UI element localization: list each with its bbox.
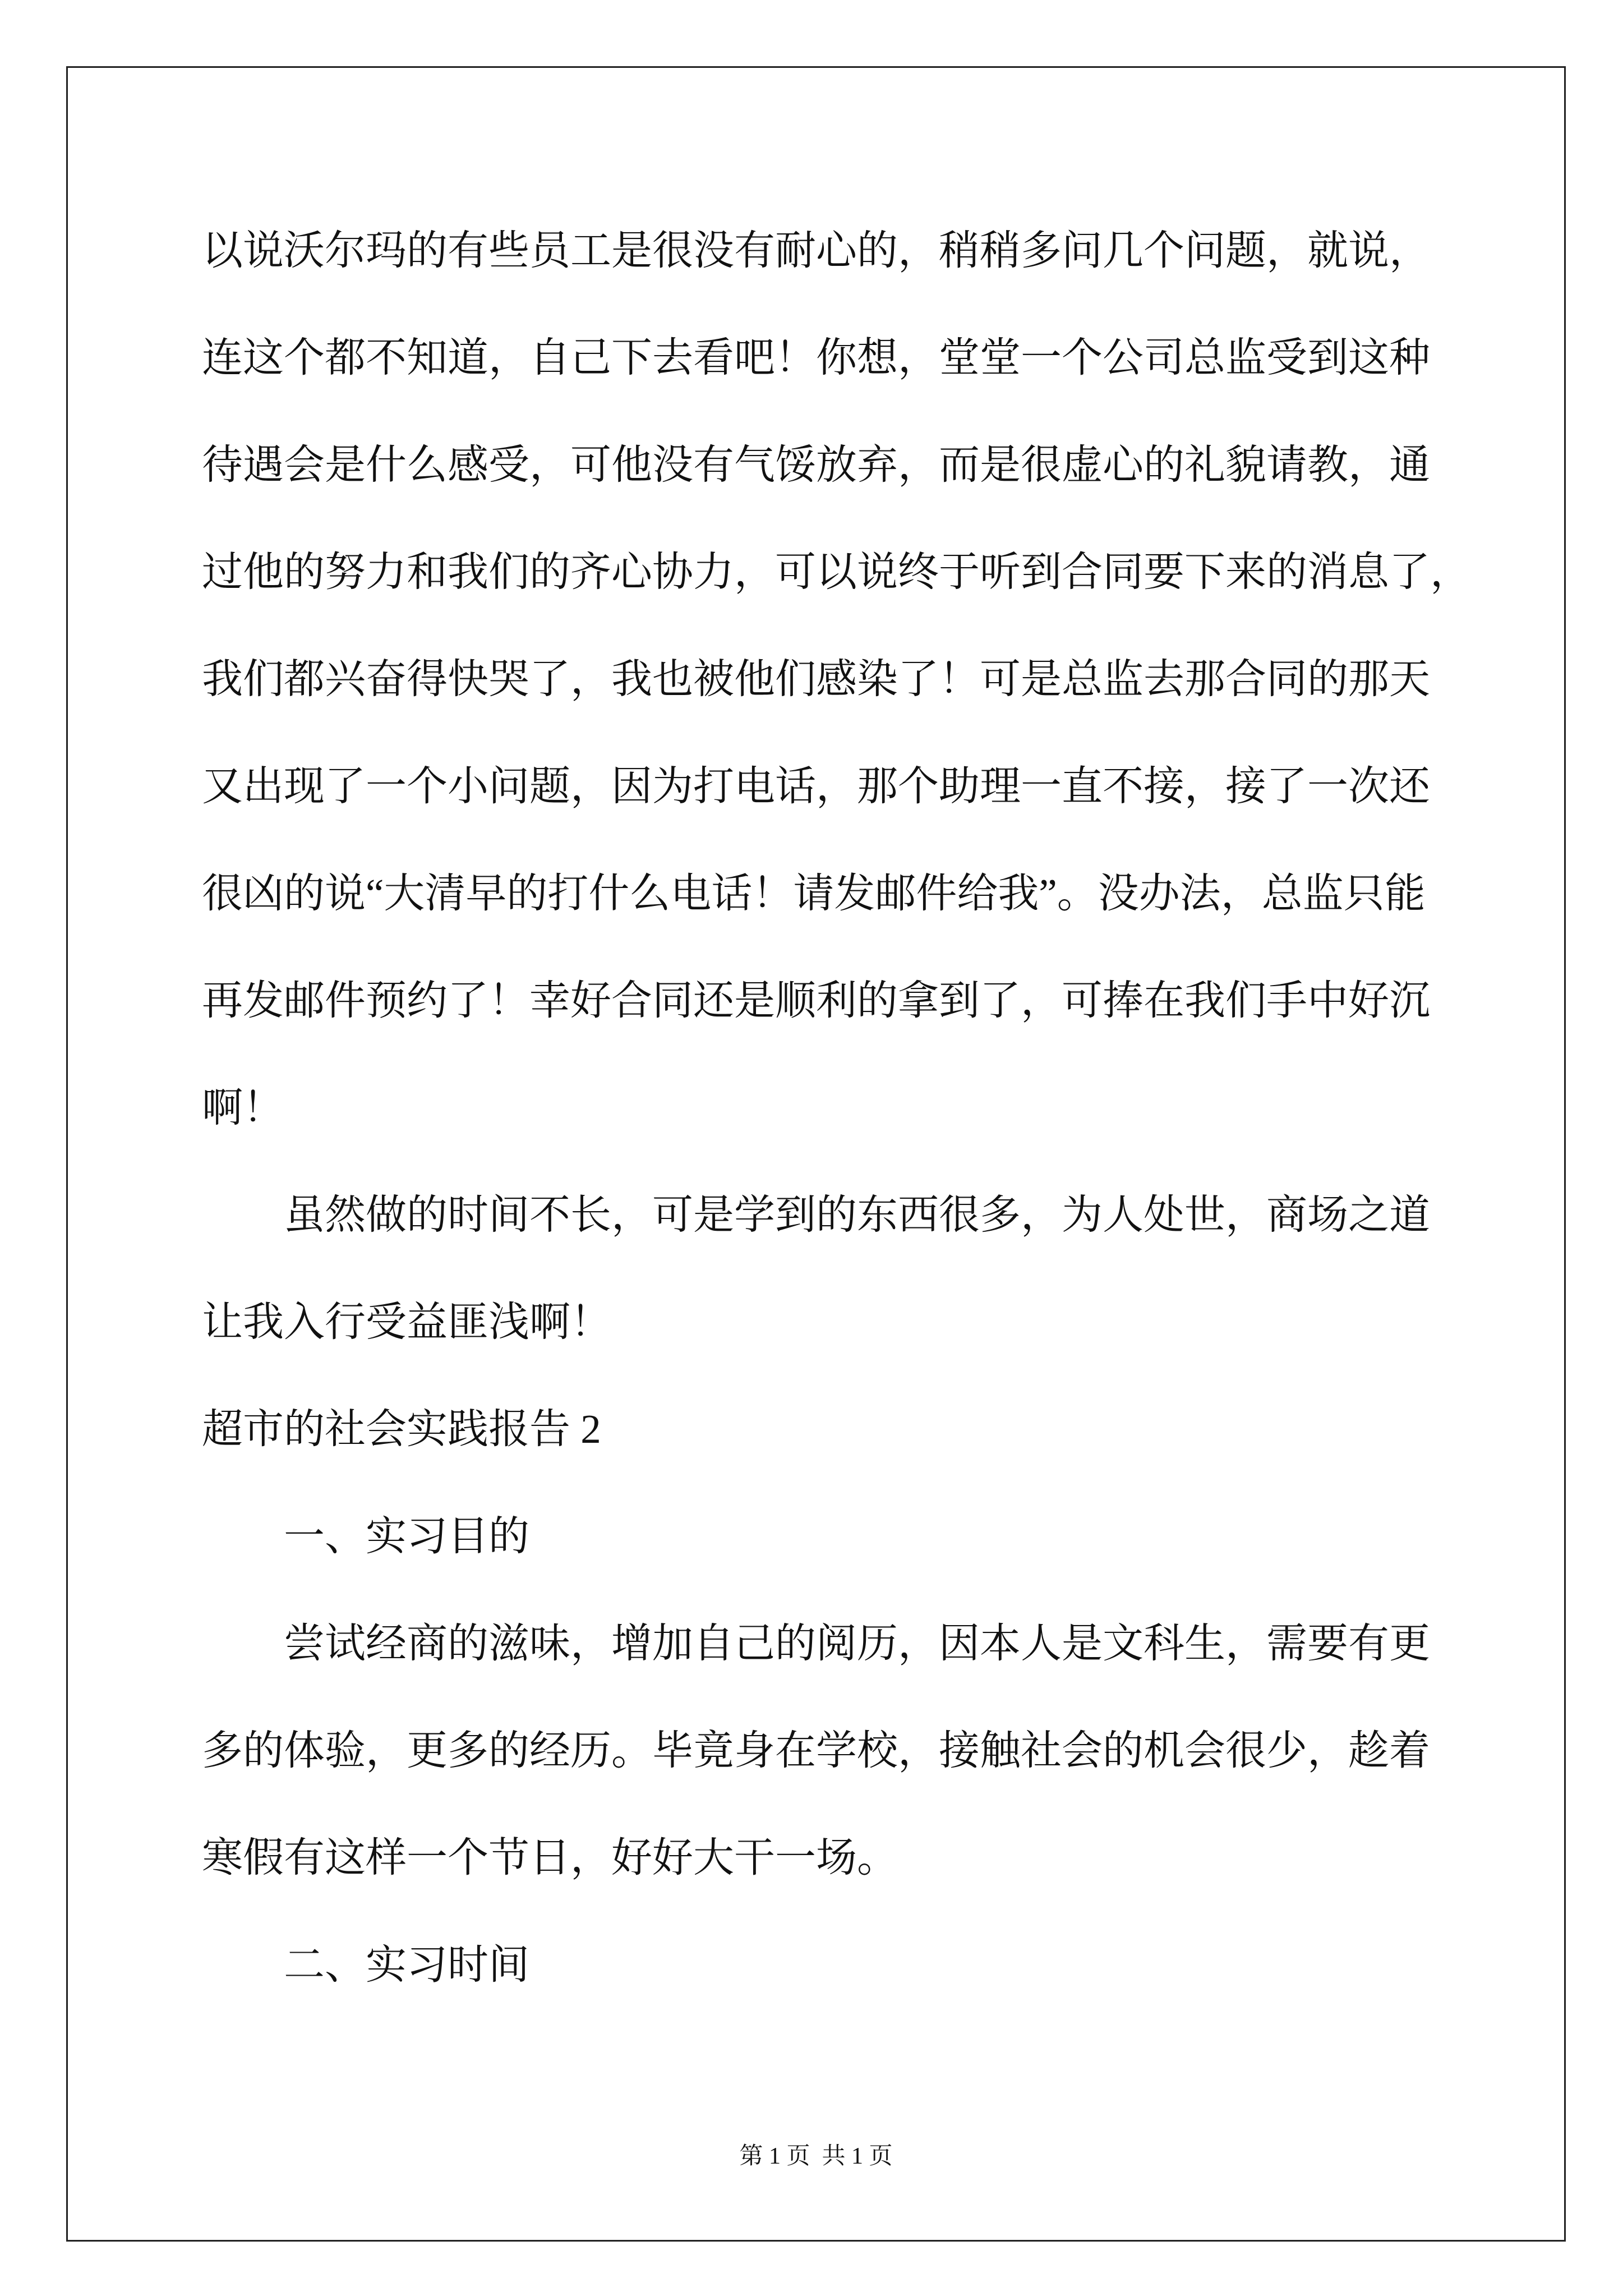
body-text-line: 多的体验，更多的经历。毕竟身在学校，接触社会的机会很少，趁着: [202, 1728, 1430, 1773]
section-heading: 一、实习目的: [284, 1513, 529, 1559]
document-body: [202, 197, 1548, 2018]
body-text-line: 过他的努力和我们的齐心协力，可以说终于听到合同要下来的消息了，: [202, 549, 1471, 595]
page-footer: 第 1 页 共 1 页: [739, 2143, 893, 2169]
body-text-line: 虽然做的时间不长，可是学到的东西很多，为人处世，商场之道: [284, 1192, 1430, 1237]
body-text-line: 再发邮件预约了！幸好合同还是顺利的拿到了，可捧在我们手中好沉: [202, 978, 1430, 1023]
body-text-line: 待遇会是什么感受，可他没有气馁放弃，而是很虚心的礼貌请教，通: [202, 442, 1430, 487]
body-text-line: 连这个都不知道，自己下去看吧！你想，堂堂一个公司总监受到这种: [202, 335, 1430, 380]
body-text-line: 尝试经商的滋味，增加自己的阅历，因本人是文科生，需要有更: [284, 1621, 1430, 1666]
section-heading: 二、实习时间: [284, 1942, 529, 1987]
body-text-line: 啊！: [202, 1085, 284, 1130]
body-text-line: 让我入行受益匪浅啊！: [202, 1299, 611, 1345]
body-text-line: 很凶的说“大清早的打什么电话！请发邮件给我”。没办法，总监只能: [202, 871, 1426, 916]
body-text-line: 我们都兴奋得快哭了，我也被他们感染了！可是总监去那合同的那天: [202, 656, 1430, 702]
report-title: 超市的社会实践报告 2: [202, 1406, 601, 1452]
body-text-line: 寒假有这样一个节日，好好大干一场。: [202, 1835, 898, 1880]
body-text-line: 以说沃尔玛的有些员工是很没有耐心的，稍稍多问几个问题，就说，: [202, 228, 1430, 273]
body-text-line: 又出现了一个小问题，因为打电话，那个助理一直不接，接了一次还: [202, 763, 1430, 809]
